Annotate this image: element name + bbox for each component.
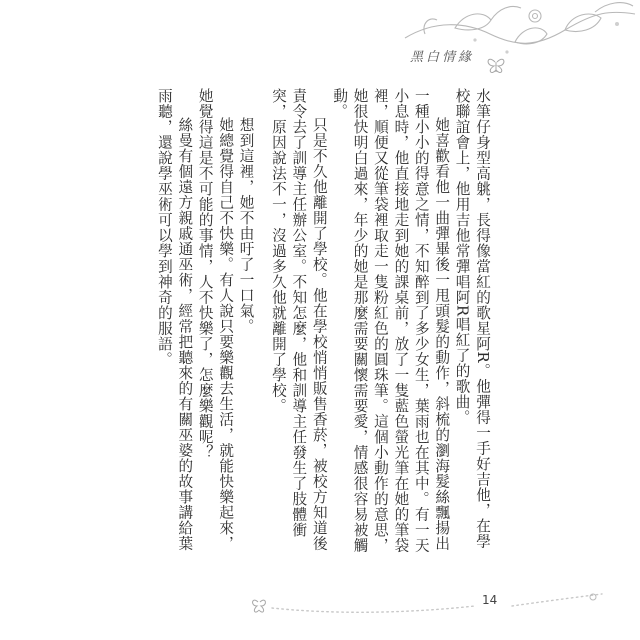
- paragraph: 她喜歡看他一曲彈畢後一甩頭髮的動作，斜梳的瀏海髮絲飄揚出一種小小的得意之情，不知醉到了多少女生，葉雨也在其中。有一天小息時，他直接地走到她的課桌前，放了一隻藍色螢光筆在她的筆袋裡，順便又從筆袋裡取走一隻粉紅色的圓珠筆。這個小動作的意思，她很快明白過來，年少的她是那麼需要關懷需要愛，情感很容易被觸動。: [331, 88, 451, 553]
- paragraph: 只是不久他離開了學校。他在學校悄悄販售香菸，被校方知道後責令去了訓導主任辦公室。不知怎麼，他和訓導主任發生了肢體衝突，原因說法不一，沒過多久他就離開了學校。: [269, 88, 328, 552]
- chapter-title: 黑白情緣: [410, 50, 475, 65]
- paragraph: 她總覺得自己不快樂。有人說只要樂觀去生活，就能快樂起來，她覺得這是不可能的事情，人不快樂了，怎麼樂觀呢？: [196, 88, 235, 552]
- paragraph: 水筆仔身型高䠷，長得像當紅的歌星阿R。他彈得一手好吉他，在學校聯誼會上，他用吉他常彈唱阿R唱紅了的歌曲。: [453, 88, 491, 550]
- paragraph: 絲曼有個遠方親戚通巫術，經常把聽來的有關巫婆的故事講給葉雨聽，還說學巫術可以學到神奇的服語。: [155, 88, 194, 552]
- butterfly-icon: [488, 59, 504, 72]
- page-number: 14: [482, 593, 498, 607]
- paragraph: 想到這裡，她不由吁了一口氣。: [237, 117, 255, 335]
- vertical-text-body: [154, 88, 493, 558]
- dotted-footer-ornament: [250, 590, 610, 620]
- butterfly-icon: [253, 600, 266, 612]
